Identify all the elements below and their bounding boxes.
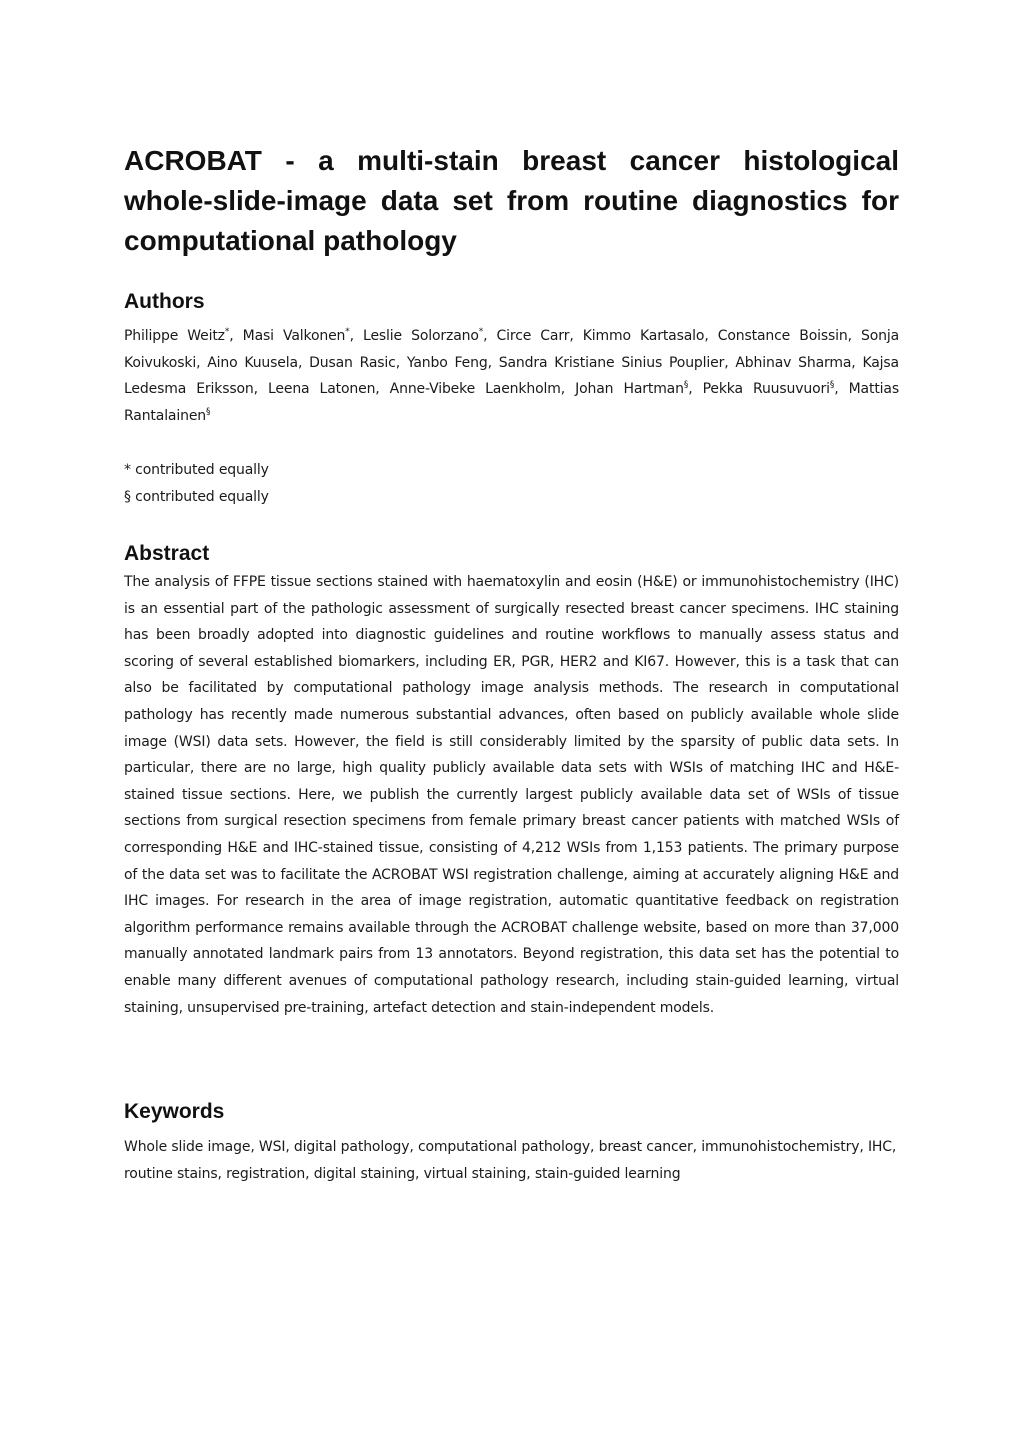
author-separator: , <box>560 381 576 398</box>
author-name: Masi Valkonen <box>242 328 346 344</box>
author-separator: , <box>483 328 497 344</box>
author-name: Mattias Rantalainen <box>124 381 899 424</box>
author-separator: , <box>704 328 718 344</box>
author-affiliation-mark: * <box>224 327 230 337</box>
author-separator: , <box>297 354 310 371</box>
author-separator: , <box>487 354 499 371</box>
author-separator: , <box>395 354 407 371</box>
author-separator: , <box>834 381 849 398</box>
note-equal-contribution-section: § contributed equally <box>124 488 269 505</box>
author-name: Sandra Kristiane Sinius Pouplier <box>498 354 725 371</box>
authors-list <box>124 323 899 429</box>
authors-heading: Authors <box>124 290 205 313</box>
author-name: Yanbo Feng <box>406 354 488 371</box>
author-separator: , <box>375 381 390 398</box>
author-separator: , <box>229 328 243 344</box>
paper-title: ACROBAT - a multi-stain breast cancer histological whole-slide-image data set from routine diagnostics for computational pathology <box>124 145 899 256</box>
author-notes <box>124 457 899 510</box>
author-name: Circe Carr <box>496 328 570 344</box>
author-name: Sonja Koivukoski <box>124 328 900 371</box>
author-name: Johan Hartman <box>575 381 684 398</box>
author-name: Philippe Weitz <box>124 328 225 344</box>
author-affiliation-mark: * <box>345 327 350 337</box>
author-name: Leena Latonen <box>268 381 376 398</box>
keywords-heading: Keywords <box>124 1100 225 1123</box>
author-name: Pekka Ruusuvuori <box>702 381 830 398</box>
author-separator: , <box>688 381 703 398</box>
author-name: Abhinav Sharma <box>735 354 852 371</box>
author-separator: , <box>569 328 583 344</box>
author-separator: , <box>724 354 736 371</box>
author-affiliation-mark: * <box>478 327 484 337</box>
author-separator: , <box>196 354 208 371</box>
author-name: Kajsa Ledesma Eriksson <box>124 354 899 398</box>
author-name: Leslie Solorzano <box>363 328 479 344</box>
abstract-text: The analysis of FFPE tissue sections stained with haematoxylin and eosin (H&E) or immunohistochemistry (IHC) is an essential part of the pathologic assessment of surgically resected breast cancer specimens. IHC staining has been broadly adopted into diagnostic guidelines and routine workflows to manually assess status and scoring of several established biomarkers, including ER, PGR, HER2 and KI67. However, this is a task that can also be facilitated by computational pathology image analysis methods. The research in computational pathology has recently made numerous substantial advances, often based on publicly available whole slide image (WSI) data sets. However, the field is still considerably limited by the sparsity of public data sets. In particular, there are no large, high quality publicly available data sets with WSIs of matching IHC and H&E-stained tissue sections. Here, we publish the currently largest publicly available data set of WSIs of tissue sections from surgical resection specimens from female primary breast cancer patients with matched WSIs of corresponding H&E and IHC-stained tissue, consisting of 4,212 WSIs from 1,153 patients. The primary purpose of the data set was to facilitate the ACROBAT WSI registration challenge, aiming at accurately aligning H&E and IHC images. For research in the area of image registration, automatic quantitative feedback on registration algorithm performance remains available through the ACROBAT challenge website, based on more than 37,000 manually annotated landmark pairs from 13 annotators. Beyond registration, this data set has the potential to enable many different avenues of computational pathology research, including stain-guided learning, virtual staining, unsupervised pre-training, artefact detection and stain-independent models. <box>124 574 899 1016</box>
author-affiliation-mark: § <box>829 380 835 391</box>
author-name: Constance Boissin <box>717 328 848 344</box>
author-separator: , <box>851 354 863 371</box>
author-separator: , <box>349 328 364 344</box>
author-name: Aino Kuusela <box>207 354 298 371</box>
author-name: Kimmo Kartasalo <box>582 328 705 344</box>
keywords-text: Whole slide image, WSI, digital pathology, computational pathology, breast cancer, immunohistochemistry, IHC, routine stains, registration, digital staining, virtual staining, stain-guided learning <box>124 1139 897 1182</box>
author-name: Dusan Rasic <box>309 354 396 371</box>
author-separator: , <box>253 381 268 398</box>
author-name: Anne-Vibeke Laenkholm <box>389 381 561 398</box>
author-affiliation-mark: § <box>683 380 689 391</box>
author-separator: , <box>847 328 862 344</box>
author-affiliation-mark: § <box>206 406 211 417</box>
abstract-heading: Abstract <box>124 542 210 565</box>
note-equal-contribution-asterisk: * contributed equally <box>124 462 269 478</box>
